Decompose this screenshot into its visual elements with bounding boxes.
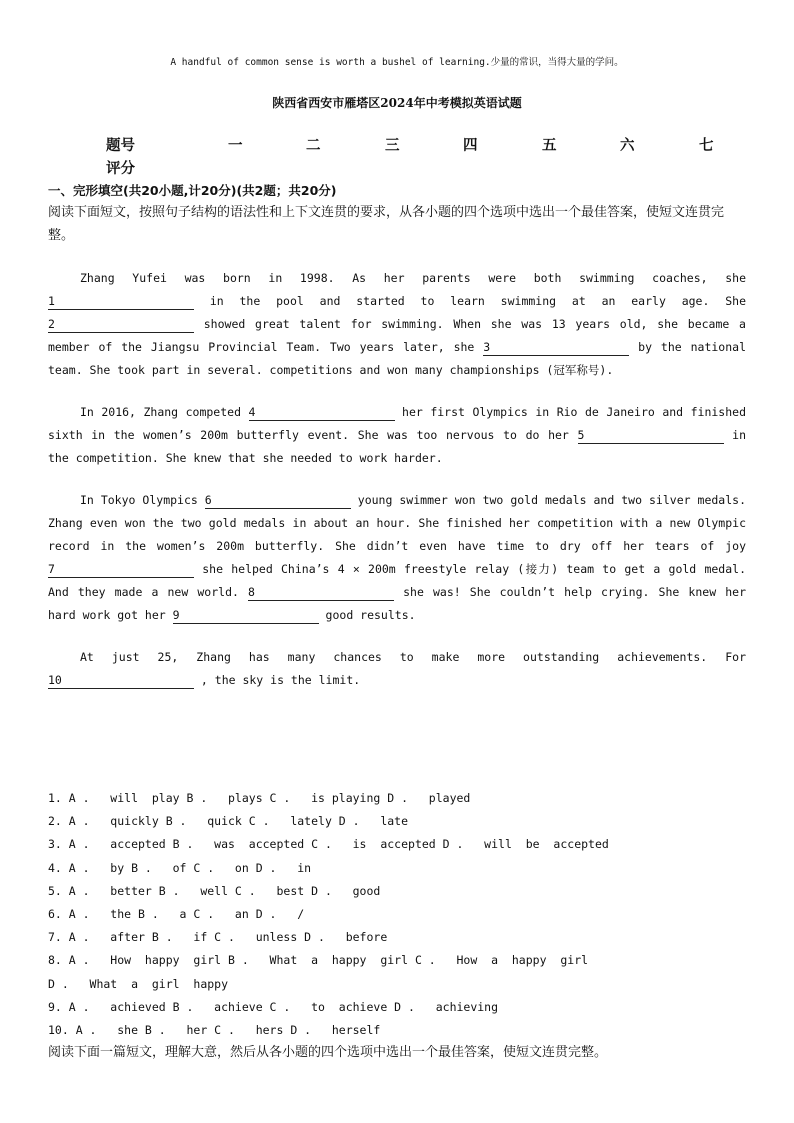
cloze-passage: [48, 267, 746, 711]
passage-text: in the pool and started to learn swimming at an early age. She: [194, 294, 746, 308]
blank-8: 8: [248, 584, 394, 601]
blank-4: 4: [249, 404, 395, 421]
option-line: 5. A . better B . well C . best D . good: [48, 883, 381, 898]
score-column-1: 一: [228, 137, 243, 154]
option-line: 9. A . achieved B . achieve C . to achieve D . achieving: [48, 999, 499, 1014]
score-table-label: 题号: [106, 137, 135, 154]
option-line: 3. A . accepted B . was accepted C . is accepted D . will be accepted: [48, 837, 609, 852]
answer-options: [48, 787, 748, 1042]
option-line: 8. A . How happy girl B . What a happy girl C . How a happy girl: [48, 953, 589, 968]
blank-5: 5: [578, 427, 724, 444]
passage-text: In Tokyo Olympics: [80, 493, 205, 507]
passage-text: showed great talent for swimming. When she was 13 years old, she became a member of the Jiangsu Provincial Team. Two years later, she: [48, 317, 746, 354]
option-line: D . What a girl happy: [48, 976, 229, 991]
passage-text: , the sky is the limit.: [194, 673, 361, 687]
blank-1: 1: [48, 293, 194, 310]
page-motto: A handful of common sense is worth a bushel of learning.少量的常识，当得大量的学问。: [170, 57, 624, 68]
section-heading: 一、完形填空(共20小题,计20分)(共2题；共20分): [48, 183, 337, 198]
passage-paragraph-3: [48, 489, 746, 627]
option-line: 1. A . will play B . plays C . is playing D . played: [48, 791, 471, 805]
exam-title: 陕西省西安市雁塔区2024年中考模拟英语试题: [272, 96, 522, 110]
score-column-6: 六: [620, 137, 635, 154]
blank-10: 10: [48, 672, 194, 689]
passage-text: she helped China’s 4 × 200m freestyle relay (接力) team to get a gold medal. And they made a new world.: [48, 562, 746, 599]
score-column-3: 三: [385, 137, 400, 154]
option-line: 7. A . after B . if C . unless D . before: [48, 930, 388, 945]
passage-text: good results.: [318, 608, 416, 622]
passage-text: In 2016, Zhang competed: [80, 405, 249, 419]
reading-instruction: 阅读下面一篇短文，理解大意，然后从各小题的四个选项中选出一个最佳答案，使短文连贯完整。: [48, 1045, 608, 1060]
option-line: 10. A . she B . her C . hers D . herself: [48, 1023, 381, 1038]
blank-9: 9: [173, 607, 319, 624]
passage-text: in the competition. She knew that she needed to work harder.: [48, 428, 746, 465]
option-line: 2. A . quickly B . quick C . lately D . late: [48, 814, 409, 829]
passage-text: her first Olympics in Rio de Janeiro and finished sixth in the women’s 200m butterfly event. She was too nervous to do her: [48, 405, 747, 442]
passage-text: At just 25, Zhang has many chances to make more outstanding achievements. For: [80, 650, 746, 664]
passage-paragraph-1: [48, 267, 746, 382]
passage-text: she was! She couldn’t help crying. She knew her hard work got her: [48, 585, 746, 622]
score-column-4: 四: [463, 137, 478, 154]
passage-paragraph-4: [48, 646, 746, 692]
blank-7: 7: [48, 561, 194, 578]
passage-text: young swimmer won two gold medals and two silver medals. Zhang even won the two gold medals in about an hour. She finished her competition with a new Olympic record in the women’s 200m butterfly. She didn’t even have time to dry off her tears of joy: [48, 493, 746, 553]
option-line: 4. A . by B . of C . on D . in: [48, 860, 312, 875]
passage-text: Zhang Yufei was born in 1998. As her parents were both swimming coaches, she: [80, 271, 746, 285]
score-table-header: [0, 134, 794, 154]
score-column-5: 五: [542, 137, 557, 154]
section-instruction: 阅读下面短文，按照句子结构的语法性和上下文连贯的要求，从各小题的四个选项中选出一个最佳答案，使短文连贯完整。: [48, 205, 725, 243]
score-column-7: 七: [699, 137, 714, 154]
score-column-2: 二: [306, 137, 321, 154]
passage-paragraph-2: [48, 401, 746, 470]
score-row-label: 评分: [106, 160, 135, 177]
option-line: 6. A . the B . a C . an D . /: [48, 907, 305, 922]
blank-3: 3: [483, 339, 629, 356]
blank-6: 6: [205, 492, 351, 509]
blank-2: 2: [48, 316, 194, 333]
passage-text: by the national team. She took part in several. competitions and won many championships (冠军称号).: [48, 340, 746, 377]
